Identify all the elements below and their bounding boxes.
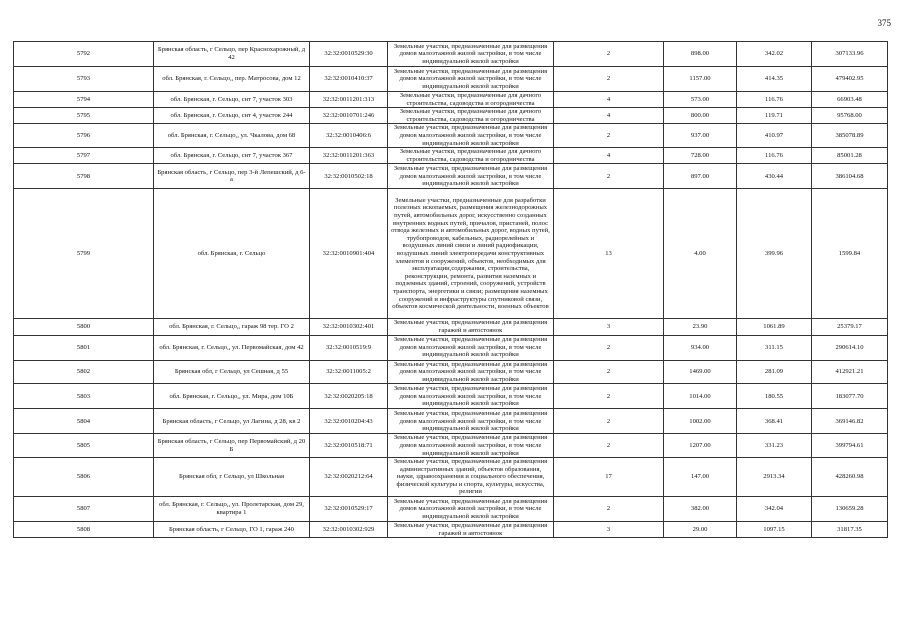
cadastral-value-cell: 1599.84 <box>812 189 888 319</box>
cadastral-value-cell: 412921.21 <box>812 360 888 384</box>
table-row <box>14 360 888 384</box>
area-cell: 937.00 <box>664 124 737 148</box>
specific-value-cell: 331.23 <box>737 434 812 458</box>
land-use-cell: Земельные участки, предназначенные для размещения домов малоэтажной жилой застройки, в том числе индивидуальной жилой застройки <box>388 164 554 189</box>
area-cell: 1469.00 <box>664 360 737 384</box>
area-cell: 1157.00 <box>664 67 737 92</box>
cadastral-number-cell: 32:32:0010204:43 <box>310 409 388 434</box>
land-use-cell: Земельные участки, предназначенные для размещения домов малоэтажной жилой застройки, в том числе индивидуальной жилой застройки <box>388 124 554 148</box>
group-code-cell: 2 <box>554 42 664 67</box>
address-cell: Брянская обл, г Сельцо, ул Школьная <box>154 458 310 497</box>
group-code-cell: 13 <box>554 189 664 319</box>
group-code-cell: 4 <box>554 148 664 164</box>
cadastral-number-cell: 32:32:0010302:929 <box>310 522 388 538</box>
specific-value-cell: 414.35 <box>737 67 812 92</box>
row-number: 5801 <box>14 335 154 360</box>
area-cell: 147.00 <box>664 458 737 497</box>
cadastral-number-cell: 32:32:0010518:71 <box>310 434 388 458</box>
land-use-cell: Земельные участки, предназначенные для размещения домов малоэтажной жилой застройки, в том числе индивидуальной жилой застройки <box>388 42 554 67</box>
cadastral-value-cell: 290614.10 <box>812 335 888 360</box>
specific-value-cell: 342.02 <box>737 42 812 67</box>
specific-value-cell: 116.76 <box>737 92 812 108</box>
specific-value-cell: 180.55 <box>737 384 812 409</box>
table-row <box>14 434 888 458</box>
group-code-cell: 2 <box>554 434 664 458</box>
area-cell: 382.00 <box>664 497 737 522</box>
row-number: 5805 <box>14 434 154 458</box>
row-number: 5800 <box>14 319 154 335</box>
cadastral-number-cell: 32:32:0010901:404 <box>310 189 388 319</box>
row-number: 5808 <box>14 522 154 538</box>
land-use-cell: Земельные участки, предназначенные для размещения гаражей и автостоянок <box>388 319 554 335</box>
area-cell: 800.00 <box>664 108 737 124</box>
row-number: 5803 <box>14 384 154 409</box>
land-use-cell: Земельные участки, предназначенные для разработки полезных ископаемых, размещения железнодорожных путей, автомобильных дорог, искусственно созданных внутренних водных путей, причалов, пристаней, полос отвода железных и автомобильных дорог, водных путей, трубопроводов, кабельных, радиорелейных и воздушных линий связи и линий радиофикации, воздушных линий электропередачи конструктивных элементов и сооружений, объектов, необходимых для эксплуатации,содержания, строительства, реконструкции, ремонта, развития наземных и подземных зданий, строений, сооружений, устройств транспорта, энергетики и связи; размещения наземных сооружений и инфраструктуры спутниковой связи, объектов космической деятельности, военных объектов <box>388 189 554 319</box>
address-cell: обл. Брянская, г. Сельцо,, ул. Чкалова, дом 68 <box>154 124 310 148</box>
table-row <box>14 497 888 522</box>
specific-value-cell: 368.41 <box>737 409 812 434</box>
land-use-cell: Земельные участки, предназначенные для размещения административных зданий, объектов образования, науки, здравоохранения и социального обеспечения, физической культуры и спорта, культуры, искусства, религии <box>388 458 554 497</box>
cadastral-value-cell: 428260.98 <box>812 458 888 497</box>
area-cell: 4.00 <box>664 189 737 319</box>
cadastral-number-cell: 32:32:0011201:363 <box>310 148 388 164</box>
row-number: 5802 <box>14 360 154 384</box>
address-cell: обл. Брянская, г. Сельцо, снт 7, участок 303 <box>154 92 310 108</box>
area-cell: 23.90 <box>664 319 737 335</box>
area-cell: 1002.00 <box>664 409 737 434</box>
land-use-cell: Земельные участки, предназначенные для размещения домов малоэтажной жилой застройки, в том числе индивидуальной жилой застройки <box>388 360 554 384</box>
cadastral-number-cell: 32:32:0011201:313 <box>310 92 388 108</box>
specific-value-cell: 116.76 <box>737 148 812 164</box>
group-code-cell: 2 <box>554 67 664 92</box>
land-use-cell: Земельные участки, предназначенные для размещения домов малоэтажной жилой застройки, в том числе индивидуальной жилой застройки <box>388 67 554 92</box>
cadastral-value-cell: 479402.95 <box>812 67 888 92</box>
row-number: 5796 <box>14 124 154 148</box>
cadastral-value-table <box>13 41 888 538</box>
table-row <box>14 42 888 67</box>
cadastral-value-cell: 385078.89 <box>812 124 888 148</box>
address-cell: Брянская обл, г Сельцо, ул Сешная, д 55 <box>154 360 310 384</box>
address-cell: обл. Брянская, г. Сельцо,, ул. Пролетарская, дом 29, квартира 1 <box>154 497 310 522</box>
land-use-cell: Земельные участки, предназначенные для дачного строительства, садоводства и огородничества <box>388 148 554 164</box>
group-code-cell: 4 <box>554 92 664 108</box>
specific-value-cell: 2913.34 <box>737 458 812 497</box>
cadastral-number-cell: 32:32:0010529:17 <box>310 497 388 522</box>
row-number: 5797 <box>14 148 154 164</box>
table-row <box>14 384 888 409</box>
land-use-cell: Земельные участки, предназначенные для размещения домов малоэтажной жилой застройки, в том числе индивидуальной жилой застройки <box>388 335 554 360</box>
cadastral-value-cell: 399794.61 <box>812 434 888 458</box>
specific-value-cell: 430.44 <box>737 164 812 189</box>
row-number: 5794 <box>14 92 154 108</box>
cadastral-value-cell: 31817.35 <box>812 522 888 538</box>
address-cell: Брянская область, г Сельцо, ул Лагина, д 28, кв 2 <box>154 409 310 434</box>
row-number: 5792 <box>14 42 154 67</box>
cadastral-value-cell: 95768.00 <box>812 108 888 124</box>
land-use-cell: Земельные участки, предназначенные для размещения домов малоэтажной жилой застройки, в том числе индивидуальной жилой застройки <box>388 384 554 409</box>
address-cell: Брянская область, г Сельцо, ГО 1, гараж 240 <box>154 522 310 538</box>
area-cell: 897.00 <box>664 164 737 189</box>
row-number: 5798 <box>14 164 154 189</box>
land-use-cell: Земельные участки, предназначенные для размещения гаражей и автостоянок <box>388 522 554 538</box>
address-cell: Брянская область, г Сельцо, пер Краснохарожный, д 42 <box>154 42 310 67</box>
address-cell: обл. Брянская, г. Сельцо,, ул. Первомайская, дом 42 <box>154 335 310 360</box>
cadastral-number-cell: 32:32:0010502:18 <box>310 164 388 189</box>
group-code-cell: 2 <box>554 409 664 434</box>
specific-value-cell: 1097.15 <box>737 522 812 538</box>
page-number: 375 <box>877 18 891 28</box>
land-use-cell: Земельные участки, предназначенные для размещения домов малоэтажной жилой застройки, в том числе индивидуальной жилой застройки <box>388 434 554 458</box>
cadastral-value-cell: 25379.17 <box>812 319 888 335</box>
area-cell: 29.00 <box>664 522 737 538</box>
land-use-cell: Земельные участки, предназначенные для размещения домов малоэтажной жилой застройки, в том числе индивидуальной жилой застройки <box>388 409 554 434</box>
group-code-cell: 3 <box>554 319 664 335</box>
group-code-cell: 2 <box>554 497 664 522</box>
address-cell: обл. Брянская, г. Сельцо, снт 7, участок 367 <box>154 148 310 164</box>
cadastral-value-cell: 369146.82 <box>812 409 888 434</box>
group-code-cell: 2 <box>554 164 664 189</box>
row-number: 5807 <box>14 497 154 522</box>
area-cell: 1207.00 <box>664 434 737 458</box>
area-cell: 573.00 <box>664 92 737 108</box>
cadastral-value-cell: 183077.70 <box>812 384 888 409</box>
table-row <box>14 124 888 148</box>
specific-value-cell: 1061.89 <box>737 319 812 335</box>
cadastral-number-cell: 32:32:0011005:2 <box>310 360 388 384</box>
group-code-cell: 2 <box>554 124 664 148</box>
land-use-cell: Земельные участки, предназначенные для дачного строительства, садоводства и огородничества <box>388 92 554 108</box>
address-cell: Брянская область, г Сельцо, пер 3-й Лепешский, д 6-а <box>154 164 310 189</box>
land-use-cell: Земельные участки, предназначенные для дачного строительства, садоводства и огородничества <box>388 108 554 124</box>
cadastral-value-cell: 66903.48 <box>812 92 888 108</box>
cadastral-number-cell: 32:32:0010406:6 <box>310 124 388 148</box>
cadastral-number-cell: 32:32:0010529:30 <box>310 42 388 67</box>
table-row <box>14 148 888 164</box>
table-body <box>14 42 888 538</box>
cadastral-number-cell: 32:32:0010302:401 <box>310 319 388 335</box>
cadastral-number-cell: 32:32:0010701:246 <box>310 108 388 124</box>
cadastral-number-cell: 32:32:0020212:64 <box>310 458 388 497</box>
cadastral-number-cell: 32:32:0010410:37 <box>310 67 388 92</box>
address-cell: обл. Брянская, г. Сельцо, снт 4, участок 244 <box>154 108 310 124</box>
row-number: 5806 <box>14 458 154 497</box>
table-row <box>14 458 888 497</box>
row-number: 5795 <box>14 108 154 124</box>
group-code-cell: 4 <box>554 108 664 124</box>
specific-value-cell: 281.09 <box>737 360 812 384</box>
land-use-cell: Земельные участки, предназначенные для размещения домов малоэтажной жилой застройки, в том числе индивидуальной жилой застройки <box>388 497 554 522</box>
specific-value-cell: 342.04 <box>737 497 812 522</box>
address-cell: обл. Брянская, г. Сельцо,, ул. Мира, дом 10Б <box>154 384 310 409</box>
specific-value-cell: 311.15 <box>737 335 812 360</box>
address-cell: обл. Брянская, г. Сельцо <box>154 189 310 319</box>
cadastral-number-cell: 32:32:0010519:9 <box>310 335 388 360</box>
group-code-cell: 3 <box>554 522 664 538</box>
address-cell: Брянская область, г Сельцо, пер Первомайский, д 20 Б <box>154 434 310 458</box>
cadastral-value-cell: 307133.96 <box>812 42 888 67</box>
specific-value-cell: 119.71 <box>737 108 812 124</box>
row-number: 5799 <box>14 189 154 319</box>
cadastral-value-cell: 130659.28 <box>812 497 888 522</box>
cadastral-value-cell: 386104.68 <box>812 164 888 189</box>
table-row <box>14 189 888 319</box>
address-cell: обл. Брянская, г. Сельцо,, пер. Матросова, дом 12 <box>154 67 310 92</box>
group-code-cell: 2 <box>554 335 664 360</box>
table-row <box>14 409 888 434</box>
row-number: 5793 <box>14 67 154 92</box>
row-number: 5804 <box>14 409 154 434</box>
group-code-cell: 2 <box>554 360 664 384</box>
area-cell: 728.00 <box>664 148 737 164</box>
table-row <box>14 164 888 189</box>
group-code-cell: 2 <box>554 384 664 409</box>
table-row <box>14 108 888 124</box>
address-cell: обл. Брянская, г. Сельцо,, гараж 98 тер. ГО 2 <box>154 319 310 335</box>
table-row <box>14 67 888 92</box>
cadastral-number-cell: 32:32:0020205:18 <box>310 384 388 409</box>
table-row <box>14 319 888 335</box>
table-row <box>14 522 888 538</box>
specific-value-cell: 410.97 <box>737 124 812 148</box>
table-row <box>14 335 888 360</box>
specific-value-cell: 399.96 <box>737 189 812 319</box>
group-code-cell: 17 <box>554 458 664 497</box>
table-row <box>14 92 888 108</box>
cadastral-value-cell: 85001.28 <box>812 148 888 164</box>
area-cell: 1014.00 <box>664 384 737 409</box>
area-cell: 934.00 <box>664 335 737 360</box>
area-cell: 898.00 <box>664 42 737 67</box>
